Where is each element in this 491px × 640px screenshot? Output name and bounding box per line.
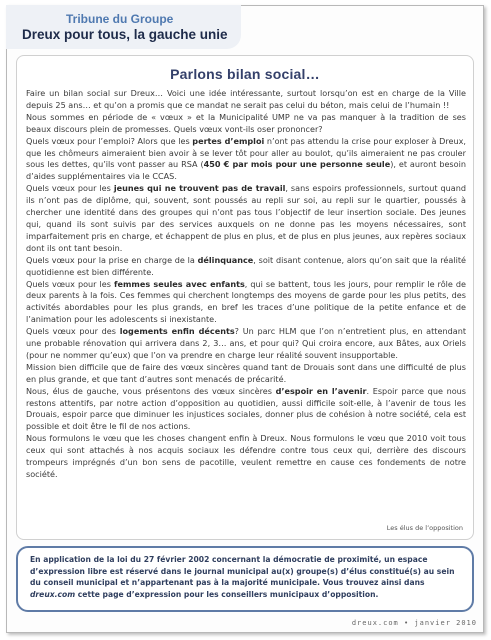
text-run: Quels vœux pour l’emploi? Alors que les	[26, 135, 193, 146]
article-paragraph	[26, 112, 466, 136]
article-paragraph	[26, 362, 466, 386]
header-title: Dreux pour tous, la gauche unie	[22, 27, 228, 42]
text-run: En application de la loi du 27 février 2002 concernant la démocratie de proximité, un espace d’expression libre est réservé dans le journal municipal au(x) groupe(s) d’élus constitué(s) au sein du conseil municipal et n’appartenant pas à la majorité municipale. Vous trouvez ainsi dans	[30, 555, 455, 587]
emphasis-text: pertes d’emploi	[192, 135, 265, 146]
text-run: ), et auront besoin d’aides supplémentaires via le CCAS.	[26, 159, 466, 182]
text-run: Nous, élus de gauche, vous présentons des vœux sincères	[26, 385, 276, 396]
article-paragraph	[26, 255, 466, 279]
legal-notice-box	[16, 546, 474, 612]
emphasis-text: 450 € par mois pour une personne seule	[203, 159, 391, 170]
article-paragraph	[26, 183, 466, 254]
text-run: n’ont pas attendu la crise pour exploser à Dreux, que les chômeurs aimeraient bien avoir à se lever tôt pour aller au boulot, qu’ils aimeraient ne pas crouler sous les dettes, qu’ils vont passer au RSA (	[26, 135, 466, 170]
legal-notice-text	[30, 554, 460, 600]
group-header	[6, 5, 241, 49]
article-signature: Les élus de l’opposition	[386, 524, 463, 532]
article-heading: Parlons bilan social…	[170, 66, 320, 82]
text-run: Nous formulons le vœu que les choses changent enfin à Dreux. Nous formulons le vœu que 2010 voit tous ceux qui sont attachés à nos acquis sociaux les défendre contre tous ceux qui, derrière des discours trompeurs imprégnés d’un bon sens de pacotille, veulent remettre en cause ces fondements de notre société.	[26, 433, 466, 479]
text-run: Nous sommes en période de « vœux » et la Municipalité UMP ne va pas manquer à la tradition de ses beaux discours plein de promesses. Quels vœux vont-ils oser prononcer?	[26, 111, 466, 134]
article-body	[26, 88, 466, 481]
article-paragraph	[26, 136, 466, 184]
emphasis-text: logements enfin décents	[119, 326, 235, 337]
article-paragraph	[26, 386, 466, 434]
text-run: Quels vœux pour la prise en charge de la	[26, 254, 198, 265]
page-footer: dreux.com • janvier 2010	[351, 619, 477, 627]
article-paragraph	[26, 88, 466, 112]
emphasis-text: d’espoir en l’avenir	[275, 385, 367, 396]
text-run: , qui se battent, tous les jours, pour remplir le rôle de deux parents à la fois. Ces femmes qui cherchent longtemps des moyens de garde pour les plus petits, des activités abordables pour les plus grands, en bref les traces d’une politique de la petite enfance et de l’animation pour les adolescents si inexistante.	[26, 278, 467, 325]
italic-text: dreux.com	[30, 589, 76, 599]
article-paragraph	[26, 279, 466, 327]
text-run: , soit disant contenue, alors qu’on sait que la réalité quotidienne est bien différente.	[26, 254, 466, 277]
emphasis-text: délinquance	[197, 254, 254, 265]
emphasis-text: jeunes qui ne trouvent pas de travail	[113, 183, 286, 194]
article-paragraph	[26, 326, 466, 362]
text-run: cette page d’expression pour les conseillers municipaux d’opposition.	[75, 589, 379, 599]
text-run: Mission bien difficile que de faire des vœux sincères quand tant de Drouais sont dans une difficulté de plus en plus grande, et que tant d’autres sont menacés de précarité.	[26, 361, 466, 384]
emphasis-text: femmes seules avec enfants	[113, 278, 245, 289]
text-run: Faire un bilan social sur Dreux… Voici une idée intéressante, surtout lorsqu’on est en charge de la Ville depuis 25 ans… et qu’on a promis que ce mandat ne serait pas celui du béton, mais celui de l’humain !!	[26, 88, 466, 110]
text-run: Quels vœux pour les	[26, 183, 114, 194]
article-paragraph	[26, 433, 466, 481]
text-run: . Espoir parce que nous restons attentifs, par notre action d’opposition au quotidien, aussi difficile soit-elle, à l’avenir de tous les Drouais, espoir parce que diminuer les injustices sociales, donner plus de cohésion à notre société, cela est possible et doit être le fil de nos actions.	[26, 385, 466, 432]
header-kicker: Tribune du Groupe	[66, 12, 174, 26]
text-run: , sans espoirs professionnels, surtout quand ils n’ont pas de diplôme, qui, souvent, sont poussés au repli sur soi, au repli sur le quartier, poussés à chercher une identité dans des groupes qui n’ont pas tous l’objectif de leur insertion sociale. Des jeunes qui, quand ils sont suivis par des services auxquels on ne donne pas les moyens nécessaires, sont imparfaitement pris en charge, et échappent de plus en plus, et de plus en plus jeunes, aux repères sociaux dont ils ont tant besoin.	[26, 183, 466, 253]
text-run: ? Un parc HLM que l’on n’entretient plus, en attendant une probable rénovation qui arrivera dans 2, 3… ans, et pour qui? Qui croira encore, aux Bâtes, aux Oriels (pour ne nommer qu’eux) que l’on va prendre en charge leur réalité souvent insupportable.	[26, 326, 466, 360]
article-box	[16, 55, 474, 540]
text-run: Quels vœux pour les	[26, 278, 114, 289]
text-run: Quels vœux pour des	[26, 326, 120, 337]
